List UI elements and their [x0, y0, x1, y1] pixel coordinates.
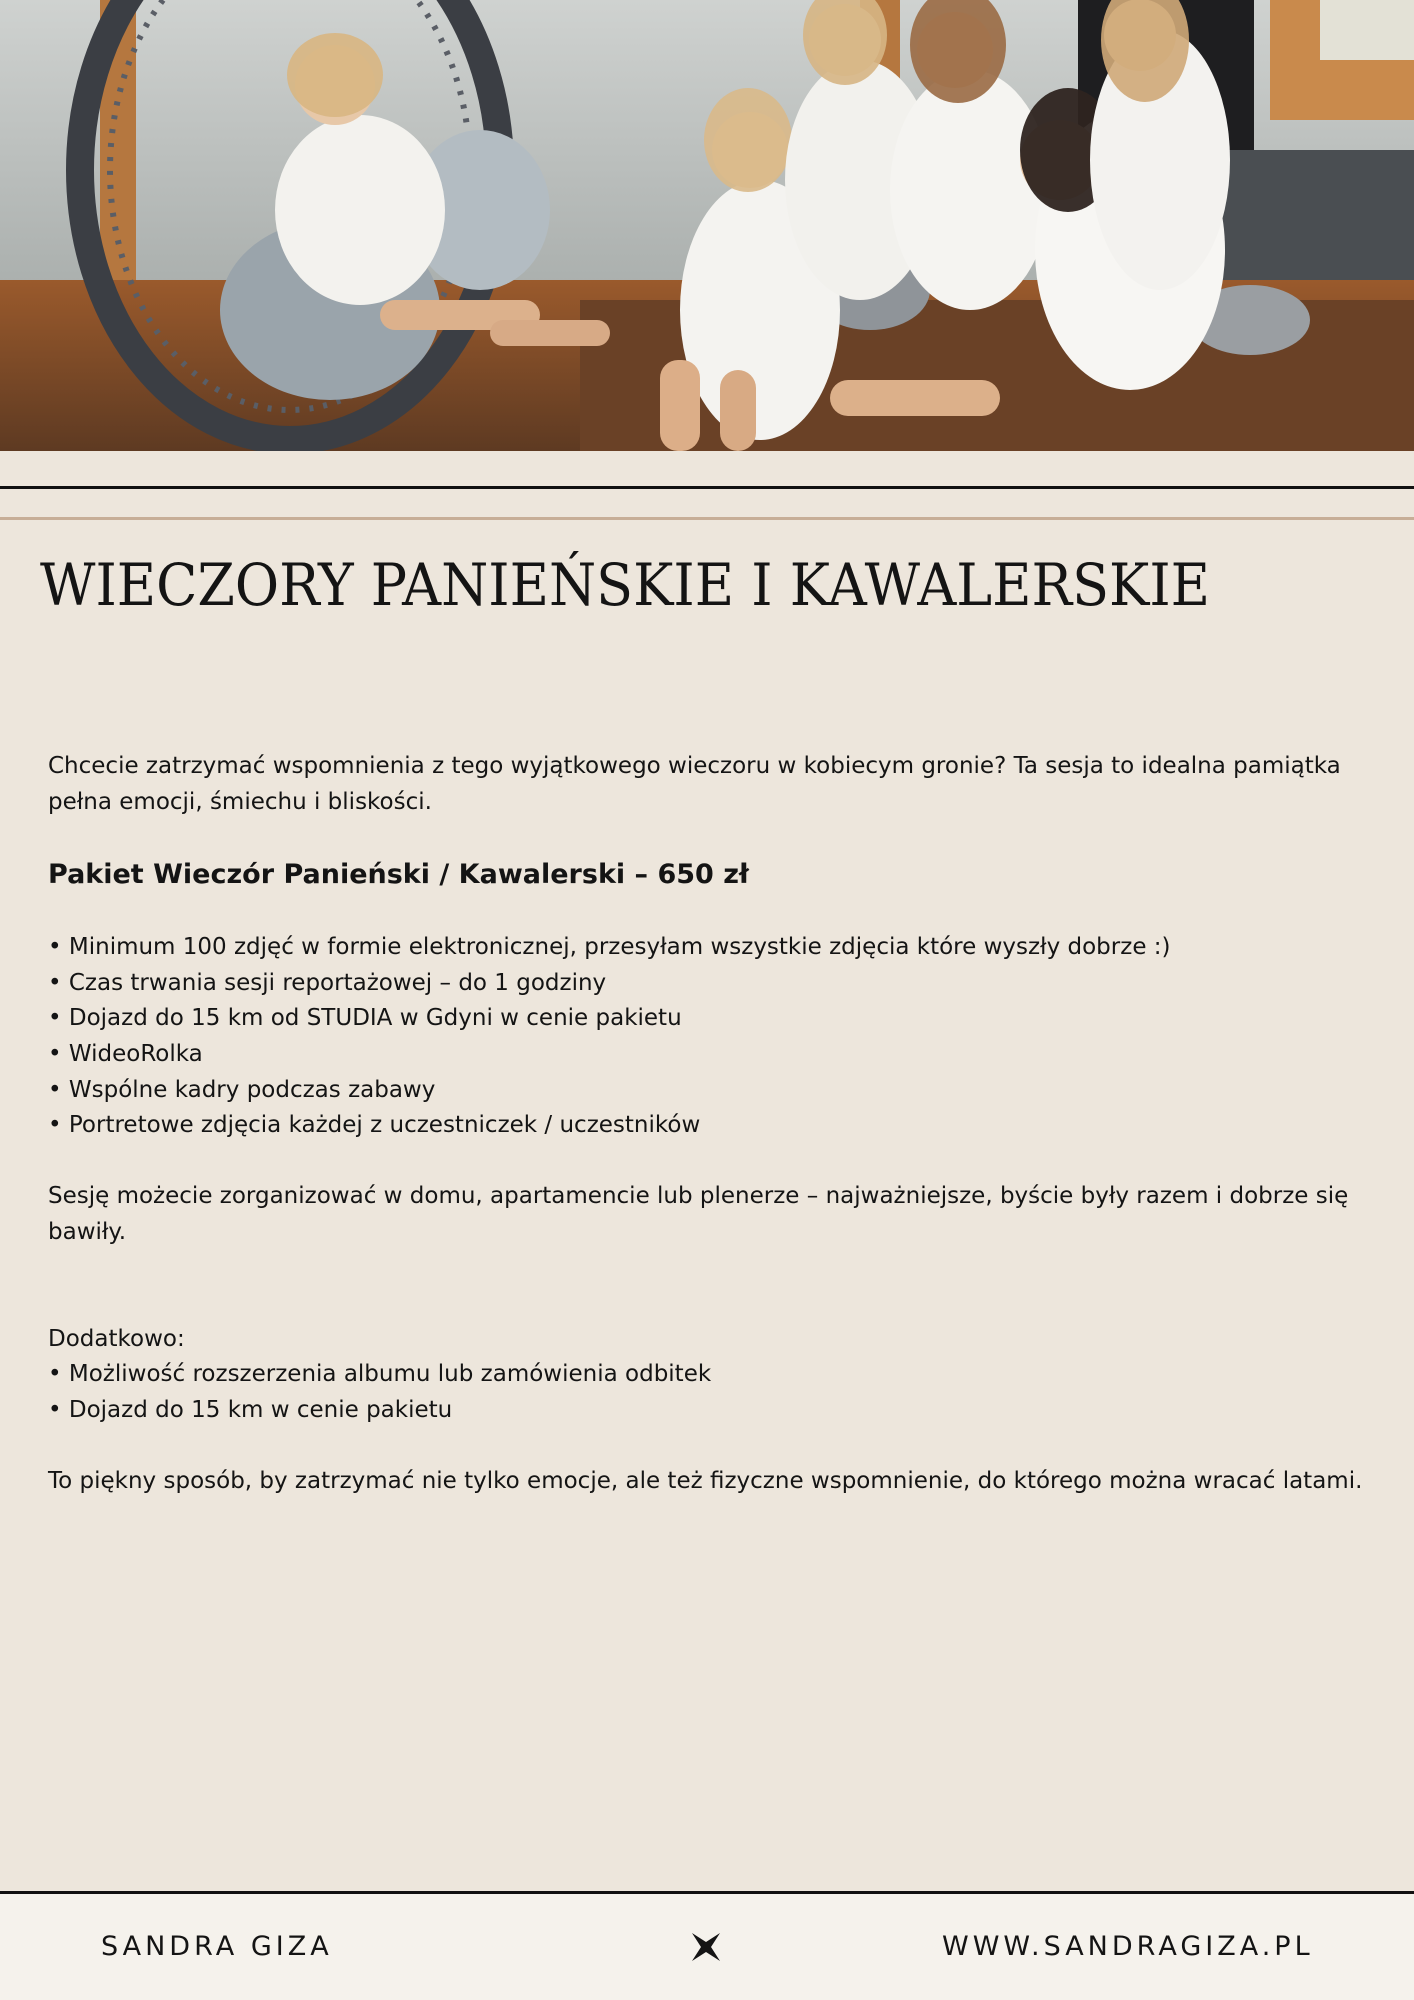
divider-tan	[0, 517, 1414, 520]
list-item: • Wspólne kadry podczas zabawy	[48, 1076, 436, 1103]
list-item: • WideoRolka	[48, 1040, 203, 1067]
footer-name: SANDRA GIZA	[101, 1931, 333, 1962]
page-title: WIECZORY PANIEŃSKIE I KAWALERSKIE	[40, 551, 1211, 619]
list-item: • Minimum 100 zdjęć w formie elektronicznej, przesyłam wszystkie zdjęcia które wyszły dobrze :)	[48, 934, 1171, 961]
list-item: • Dojazd do 15 km od STUDIA w Gdyni w cenie pakietu	[48, 1005, 682, 1032]
list-item: • Dojazd do 15 km w cenie pakietu	[48, 1396, 453, 1423]
extras-list	[48, 1357, 1378, 1428]
location-paragraph: Sesję możecie zorganizować w domu, apartamencie lub plenerze – najważniejsze, byście były razem i dobrze się bawiły.	[48, 1183, 1349, 1245]
footer-website-link[interactable]: WWW.SANDRAGIZA.PL	[942, 1931, 1314, 1962]
package-list	[48, 930, 1378, 1144]
four-point-star-icon	[688, 1929, 724, 1965]
footer	[0, 1894, 1414, 2000]
list-item: • Czas trwania sesji reportażowej – do 1 godziny	[48, 969, 607, 996]
extras-label: Dodatkowo:	[48, 1325, 185, 1352]
main-content	[48, 749, 1378, 1500]
list-item: • Portretowe zdjęcia każdej z uczestniczek / uczestników	[48, 1112, 701, 1139]
intro-paragraph: Chcecie zatrzymać wspomnienia z tego wyjątkowego wieczoru w kobiecym gronie? Ta sesja to idealna pamiątka pełna emocji, śmiechu i bliskości.	[48, 753, 1341, 815]
closing-paragraph: To piękny sposób, by zatrzymać nie tylko emocje, ale też fizyczne wspomnienie, do którego można wracać latami.	[48, 1467, 1363, 1494]
divider-dark	[0, 486, 1414, 489]
package-title: Pakiet Wieczór Panieński / Kawalerski – 650 zł	[48, 859, 749, 891]
hero-photo	[0, 0, 1414, 451]
list-item: • Możliwość rozszerzenia albumu lub zamówienia odbitek	[48, 1361, 712, 1388]
